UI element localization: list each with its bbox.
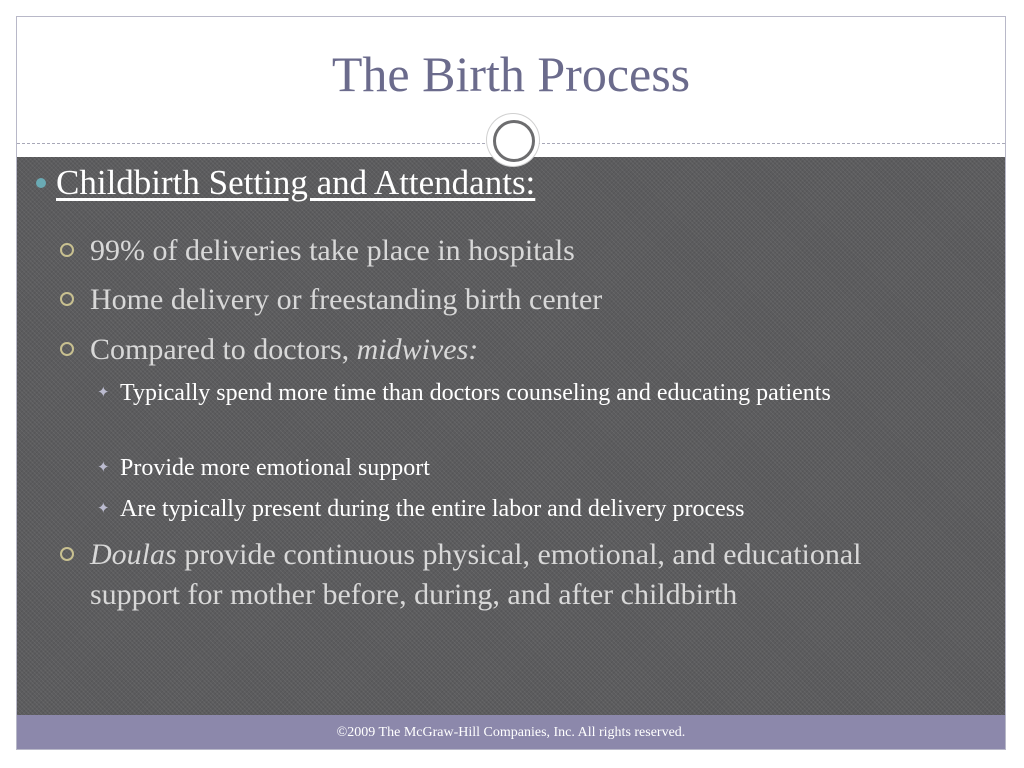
doula-text: provide continuous physical, emotional, and educational support for mother before, during, and after childbirth [90, 538, 862, 611]
midwife-text: Compared to doctors, [90, 333, 357, 366]
list-item-text: 99% of deliveries take place in hospitals [90, 234, 575, 267]
midwives-emphasis: midwives: [356, 333, 479, 366]
list-item-doulas [60, 535, 940, 615]
list-item [60, 231, 940, 271]
list-item [60, 280, 940, 320]
sub-list-item [97, 376, 937, 410]
footer-bar [17, 715, 1005, 750]
list-item-midwives [60, 330, 940, 370]
star-bullet-icon: ✦ [97, 460, 110, 476]
doulas-emphasis: Doulas [90, 538, 177, 571]
star-bullet-icon: ✦ [97, 385, 110, 401]
copyright-text: ©2009 The McGraw-Hill Companies, Inc. All rights reserved. [336, 725, 686, 740]
sub-list-item [97, 451, 937, 485]
circle-bullet-icon [60, 547, 74, 561]
list-item-text [90, 535, 940, 615]
list-item-text [90, 330, 940, 370]
sub-list-item [97, 492, 937, 526]
sub-list-item-text: Provide more emotional support [120, 455, 430, 481]
circle-bullet-icon [60, 243, 74, 257]
circle-bullet-icon [60, 342, 74, 356]
slide-title: The Birth Process [331, 46, 691, 102]
circle-bullet-icon [60, 292, 74, 306]
section-heading: Childbirth Setting and Attendants: [56, 163, 536, 202]
list-item-text: Home delivery or freestanding birth center [90, 283, 603, 316]
sub-list-item-text: Are typically present during the entire labor and delivery process [120, 496, 745, 522]
heading-bullet [56, 163, 535, 203]
round-bullet-icon [36, 178, 46, 188]
star-bullet-icon: ✦ [97, 501, 110, 517]
sub-list-item-text: Typically spend more time than doctors counseling and educating patients [120, 380, 831, 406]
circle-ornament-icon [487, 114, 539, 166]
